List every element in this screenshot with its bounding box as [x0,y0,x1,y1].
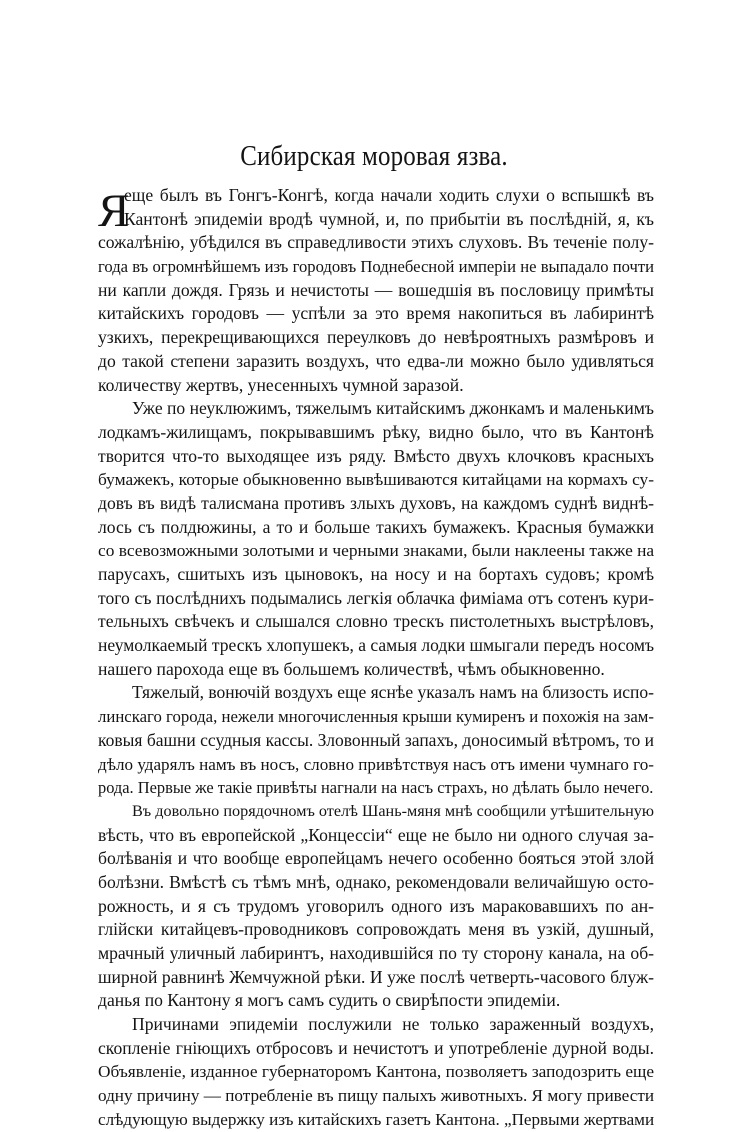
text-line: Кантонѣ эпидеміи вродѣ чумной, и, по прибытіи въ послѣдній, я, къ [124,208,654,229]
text-line: Тяжелый, вонючій воздухъ еще яснѣе указалъ намъ на близость испо- [132,682,654,703]
text-line: того съ послѣднихъ подымались легкія облачка фиміама отъ сотенъ кури- [98,587,654,608]
text-line: вѣсть, что въ европейской „Концессіи“ еще не было ни одного случая за- [98,824,654,845]
text-line: болѣзни. Вмѣстѣ съ тѣмъ мнѣ, однако, рекомендовали величайшую осто- [98,871,654,892]
text-line: ширной равнинѣ Жемчужной рѣки. И уже послѣ четверть-часового блуж- [98,966,654,987]
text-line: еще былъ въ Гонгъ-Конгѣ, когда начали ходить слухи о вспышкѣ въ [124,185,654,205]
text-line: лось съ полдюжины, а то и больше такихъ бумажекъ. Красныя бумажки [98,516,654,537]
drop-cap: Я [98,185,130,237]
text-line: данья по Кантону я могъ самъ судить о свирѣпости эпидеміи. [98,990,561,1011]
paragraph [98,800,654,1013]
text-line: линскаго города, нежели многочисленныя крыши кумиренъ и похожія на зам- [98,707,654,727]
text-line: китайскихъ городовъ — успѣли за это время накопиться въ лабиринтѣ [98,303,654,324]
text-line: одну причину — потребленіе въ пищу палыхъ животныхъ. Я могу привести [98,1086,654,1106]
text-line: ковыя башни ссудныя кассы. Зловонный запахъ, доносимый вѣтромъ, то и [98,729,654,750]
text-line: Объявленіе, изданное губернаторомъ Кантона, позволяетъ заподозрить еще [98,1062,654,1082]
text-line: творится что-то выходящее изъ ряду. Вмѣсто двухъ клочковъ красныхъ [98,445,654,466]
text-line: довъ въ видѣ талисмана противъ злыхъ духовъ, на каждомъ суднѣ виднѣ- [98,492,654,513]
paragraph [98,184,654,397]
text-line: нашего парохода еще въ большемъ количествѣ, чѣмъ обыкновенно. [98,658,605,679]
paragraph [98,681,654,799]
text-line: рожность, и я съ трудомъ уговорилъ одного изъ мараковавшихъ по ан- [98,895,654,916]
text-line: года въ огромнѣйшемъ изъ городовъ Поднебесной имперіи не выпадало почти [98,257,654,277]
text-line: слѣдующую выдержку изъ китайскихъ газетъ Кантона. „Первыми жертвами [98,1109,655,1129]
paragraph [98,1013,654,1131]
text-line: тельныхъ свѣчекъ и слышался словно трескъ пистолетныхъ выстрѣловъ, [98,611,654,632]
text-line: глійски китайцевъ-проводниковъ сопровождать меня въ узкій, душный, [98,919,654,940]
paragraph [98,397,654,681]
text-line: дѣло ударялъ намъ въ носъ, словно привѣтствуя насъ отъ имени чумнаго го- [98,754,654,774]
text-line: рода. Первые же такіе привѣты нагнали на насъ страхъ, но дѣлать было нечего. [98,778,654,798]
text-line: лодкамъ-жилищамъ, покрывавшимъ рѣку, видно было, что въ Кантонѣ [98,421,654,442]
text-line: со всевозможными золотыми и черными знаками, были наклеены также на [98,541,655,561]
text-line: Причинами эпидеміи послужили не только зараженный воздухъ, [132,1014,654,1035]
text-line: Въ довольно порядочномъ отелѣ Шань-мяня мнѣ сообщили утѣшительную [132,801,654,820]
text-line: ни капли дождя. Грязь и нечистоты — вошедшія въ пословицу примѣты [98,279,654,300]
text-line: неумолкаемый трескъ хлопушекъ, а самыя лодки шмыгали передъ носомъ [98,635,655,656]
text-line: бумажекъ, которые обыкновенно вывѣшиваются китайцами на кормахъ су- [98,470,654,490]
text-line: скопленіе гніющихъ отбросовъ и нечистотъ и употребленіе дурной воды. [98,1037,654,1058]
text-line: парусахъ, сшитыхъ изъ цыновокъ, на носу и на бортахъ судовъ; кромѣ [98,564,654,584]
text-line: сожалѣнію, убѣдился въ справедливости этихъ слуховъ. Въ теченіе полу- [98,232,654,253]
body-text [98,184,654,1132]
text-line: количеству жертвъ, унесенныхъ чумной заразой. [98,374,464,395]
text-line: узкихъ, перекрещивающихся переулковъ до невѣроятныхъ размѣровъ и [98,327,654,348]
text-line: Уже по неуклюжимъ, тяжелымъ китайскимъ джонкамъ и маленькимъ [132,398,655,419]
text-line: до такой степени заразить воздухъ, что едва-ли можно было удивляться [98,350,654,371]
chapter-title: Сибирская моровая язва. [240,140,508,172]
text-line: болѣванія и что вообще европейцамъ нечего особенно бояться этой злой [98,848,654,869]
text-line: мрачный уличный лабиринтъ, находившійся по ту сторону канала, на об- [98,943,654,963]
